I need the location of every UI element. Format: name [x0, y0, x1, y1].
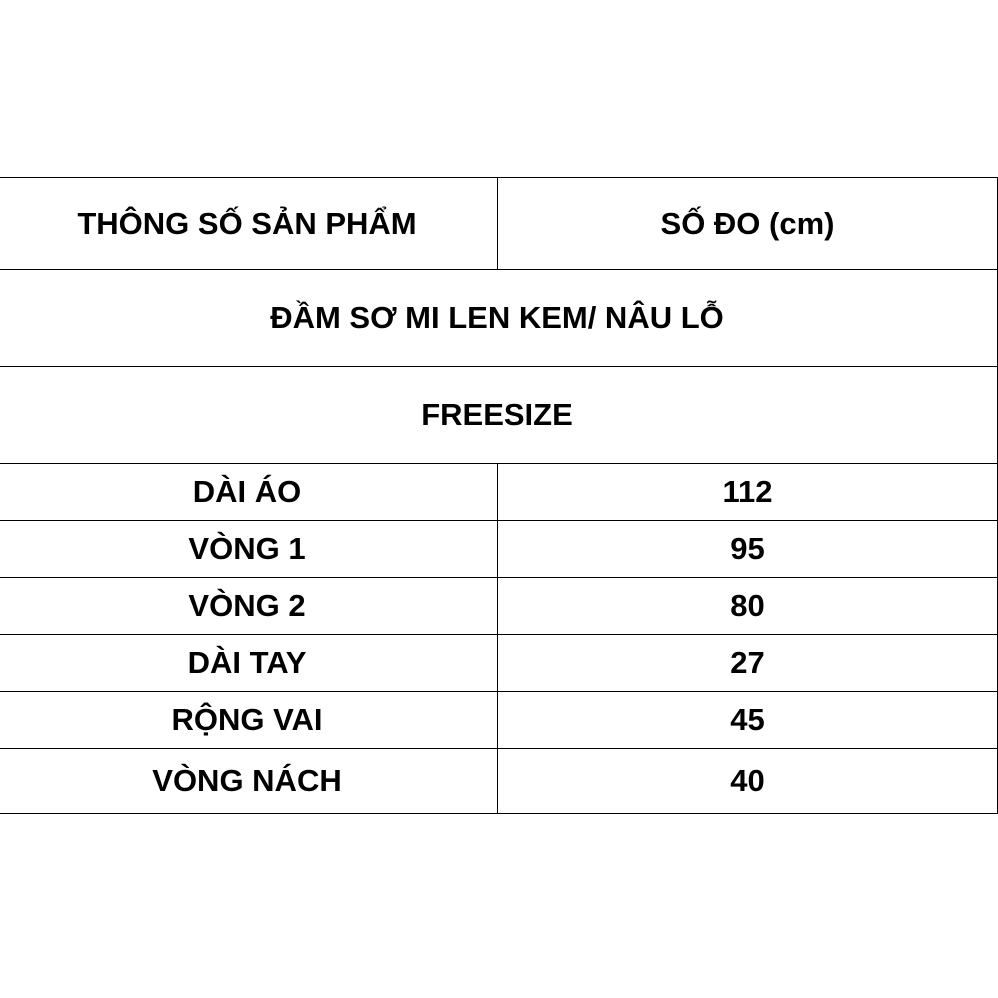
- table-header-row: [0, 178, 998, 270]
- size-chart-table: [0, 177, 998, 814]
- measurement-value: 80: [498, 578, 998, 635]
- size-row: [0, 367, 998, 464]
- table-row: [0, 692, 998, 749]
- measurement-label: DÀI TAY: [0, 635, 498, 692]
- product-name-cell: ĐẦM SƠ MI LEN KEM/ NÂU LỖ: [0, 270, 998, 367]
- size-cell: FREESIZE: [0, 367, 998, 464]
- measurement-label: DÀI ÁO: [0, 464, 498, 521]
- table-row: [0, 635, 998, 692]
- product-name-row: [0, 270, 998, 367]
- header-label-cell: THÔNG SỐ SẢN PHẨM: [0, 178, 498, 270]
- measurement-label: RỘNG VAI: [0, 692, 498, 749]
- measurement-value: 95: [498, 521, 998, 578]
- measurement-label: VÒNG NÁCH: [0, 749, 498, 814]
- measurement-value: 45: [498, 692, 998, 749]
- table-row: [0, 521, 998, 578]
- measurement-label: VÒNG 1: [0, 521, 498, 578]
- measurement-value: 112: [498, 464, 998, 521]
- measurement-value: 27: [498, 635, 998, 692]
- table-row: [0, 578, 998, 635]
- header-value-cell: SỐ ĐO (cm): [498, 178, 998, 270]
- measurement-value: 40: [498, 749, 998, 814]
- table-row: [0, 749, 998, 814]
- table-row: [0, 464, 998, 521]
- measurement-label: VÒNG 2: [0, 578, 498, 635]
